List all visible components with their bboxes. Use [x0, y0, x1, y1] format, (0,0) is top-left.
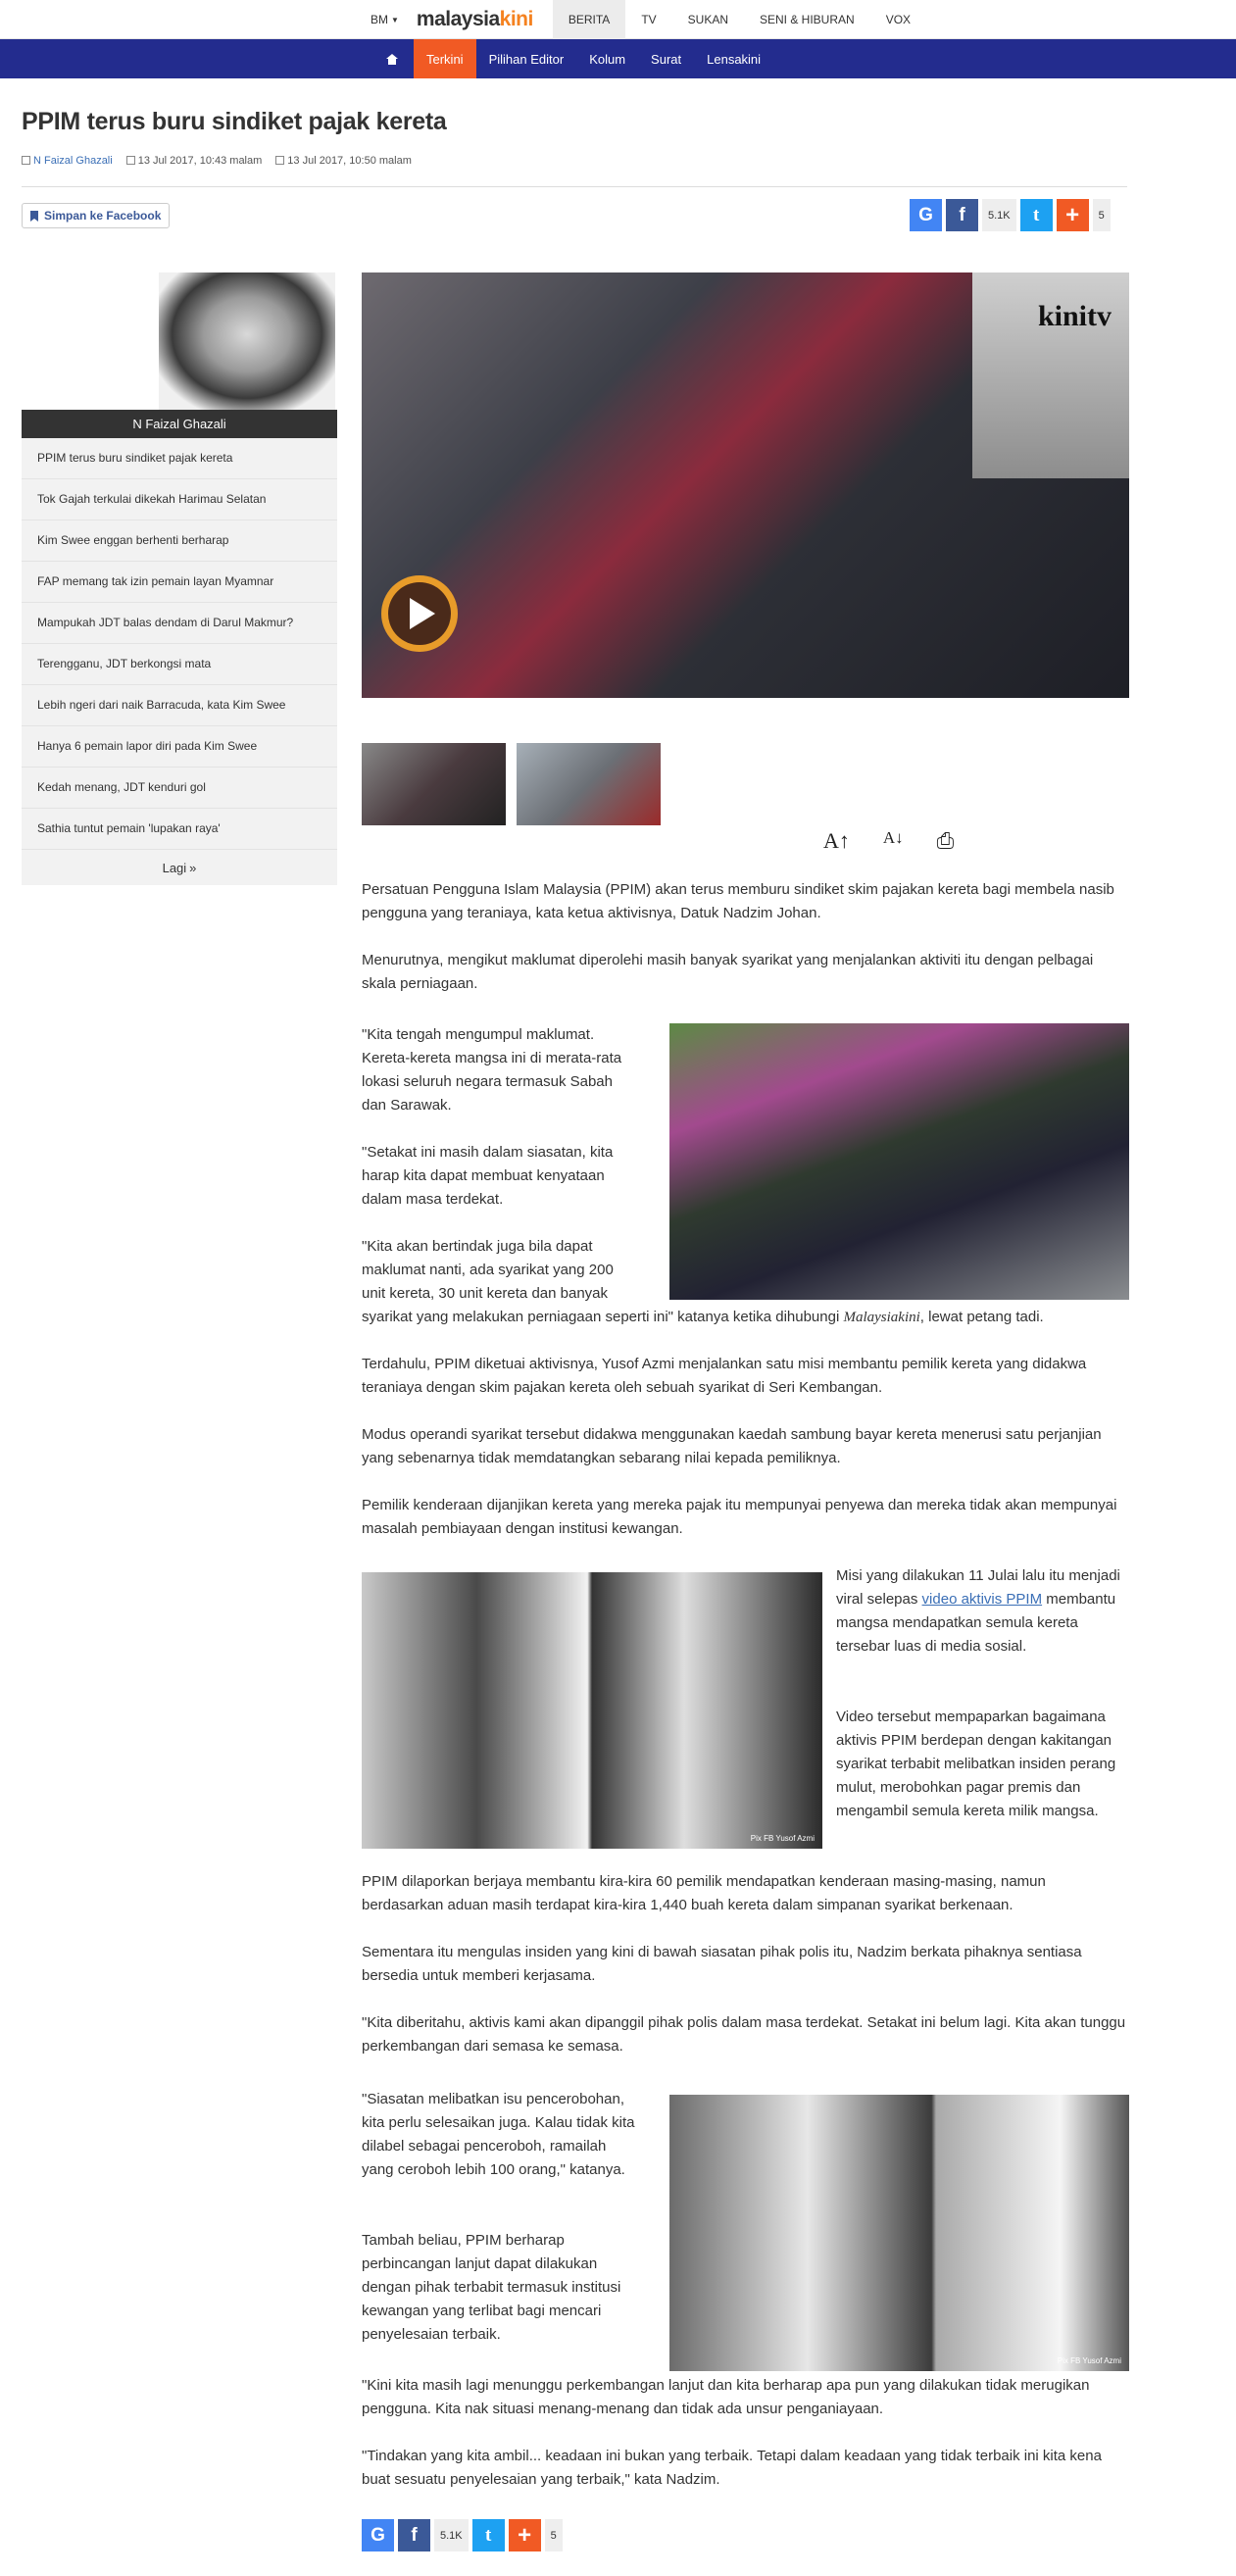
language-selector[interactable]	[371, 13, 399, 26]
more-share-count: 5	[545, 2519, 563, 2551]
article-title: PPIM terus buru sindiket pajak kereta	[22, 108, 447, 135]
video-link[interactable]: video aktivis PPIM	[921, 1591, 1043, 1608]
facebook-share-count: 5.1K	[434, 2519, 469, 2551]
section-nav	[0, 39, 1236, 78]
home-icon	[386, 54, 398, 65]
paragraph: "Kita akan bertindak juga bila dapat maklumat nanti, ada syarikat yang 200 unit kereta, 30 unit kereta dan banyak	[362, 1238, 614, 1302]
facebook-share-button[interactable]: f	[946, 199, 978, 231]
paragraph	[836, 1564, 1129, 1659]
home-link[interactable]	[371, 39, 414, 78]
paragraph-text: , lewat petang tadi.	[919, 1309, 1044, 1325]
article-image-carpark	[362, 1572, 822, 1849]
subnav-terkini[interactable]: Terkini	[414, 39, 476, 78]
article-video[interactable]	[362, 272, 1129, 698]
save-facebook-button[interactable]	[22, 203, 170, 228]
paragraph: "Setakat ini masih dalam siasatan, kita harap kita dapat membuat kenyataan dalam masa terdekat.	[362, 1144, 614, 1208]
more-share-button[interactable]: +	[509, 2519, 541, 2551]
paragraph: "Kita diberitahu, aktivis kami akan dipanggil pihak polis dalam masa terdekat. Setakat ini belum lagi. Kita akan tunggu perkembangan dari semasa ke semasa.	[362, 2014, 1126, 2055]
paragraph: Pemilik kenderaan dijanjikan kereta yang mereka pajak itu mempunyai penyewa dan mereka tidak akan mempunyai masalah pembiayaan dengan institusi kewangan.	[362, 1497, 1117, 1537]
paragraph: Tambah beliau, PPIM berharap perbincangan lanjut dapat dilakukan dengan pihak terbabit termasuk institusi kewangan yang terlibat bagi mencari penyelesaian terbaik.	[362, 2232, 621, 2343]
list-item[interactable]: Hanya 6 pemain lapor diri pada Kim Swee	[22, 726, 337, 768]
paragraph: Video tersebut mempaparkan bagaimana aktivis PPIM berdepan dengan kakitangan syarikat terbabit melibatkan insiden perang mulut, merobohkan pagar premis dan mengambil semula kereta milik mangsa.	[836, 1709, 1116, 1819]
list-item[interactable]: Sathia tuntut pemain 'lupakan raya'	[22, 809, 337, 850]
article-image-nadzim	[669, 1023, 1129, 1300]
twitter-share-button[interactable]: t	[1020, 199, 1053, 231]
paragraph: Terdahulu, PPIM diketuai aktivisnya, Yusof Azmi menjalankan satu misi membantu pemilik kereta yang didakwa teraniaya dengan skim pajakan kereta oleh sebuah syarikat di Seri Kembangan.	[362, 1356, 1087, 1396]
subnav-surat[interactable]: Surat	[651, 51, 682, 67]
paragraph: Persatuan Pengguna Islam Malaysia (PPIM) akan terus memburu sindiket skim pajakan kereta bagi membela nasib pengguna yang teraniaya, kata ketua aktivisnya, Datuk Nadzim Johan.	[362, 881, 1114, 921]
paragraph: "Tindakan yang kita ambil... keadaan ini bukan yang terbaik. Tetapi dalam keadaan yang tidak terbaik ini kita kena buat sesuatu penyelesaian yang terbaik," kata Nadzim.	[362, 2448, 1102, 2488]
list-item[interactable]: Terengganu, JDT berkongsi mata	[22, 644, 337, 685]
list-item[interactable]: PPIM terus buru sindiket pajak kereta	[22, 438, 337, 479]
author-portrait	[159, 272, 335, 410]
bookmark-icon	[30, 211, 38, 222]
paragraph-text: membantu mangsa mendapatkan semula kereta tersebar luas di media sosial.	[836, 1591, 1116, 1655]
updated-date: 13 Jul 2017, 10:50 malam	[287, 155, 412, 167]
main-nav	[553, 0, 926, 39]
decrease-font-icon[interactable]: A↓	[882, 828, 904, 847]
nav-tv[interactable]: TV	[641, 13, 657, 26]
logo-part-a: malaysia	[416, 8, 500, 30]
site-logo[interactable]	[417, 8, 533, 31]
facebook-share-count: 5.1K	[982, 199, 1016, 231]
list-item[interactable]: Lebih ngeri dari naik Barracuda, kata Kim Swee	[22, 685, 337, 726]
paragraph	[362, 1306, 1129, 1329]
paragraph-text: Misi yang dilakukan 11 Julai lalu itu menjadi viral selepas	[836, 1567, 1120, 1608]
list-item[interactable]: Kedah menang, JDT kenduri gol	[22, 768, 337, 809]
more-link[interactable]	[22, 850, 337, 885]
list-item[interactable]: Kim Swee enggan berhenti berharap	[22, 520, 337, 562]
facebook-share-button[interactable]: f	[398, 2519, 430, 2551]
edit-icon	[275, 156, 284, 165]
photo-credit: Pix FB Yusof Azmi	[750, 1834, 815, 1843]
paragraph: Sementara itu mengulas insiden yang kini di bawah siasatan pihak polis itu, Nadzim berkata pihaknya sentiasa bersedia untuk memberi kerjasama.	[362, 1944, 1082, 1984]
nav-berita[interactable]: BERITA	[553, 0, 625, 39]
more-label: Lagi	[162, 860, 187, 875]
language-label: BM	[371, 13, 388, 26]
increase-font-icon[interactable]: A↑	[823, 828, 850, 853]
paragraph: "Kini kita masih lagi menunggu perkembangan lanjut dan kita berharap apa pun yang dilakukan tidak merugikan pengguna. Kita nak situasi menang-menang dan tidak ada unsur penganiayaan.	[362, 2377, 1090, 2417]
google-share-button[interactable]: G	[910, 199, 942, 231]
play-icon	[410, 598, 435, 629]
photo-credit: Pix FB Yusof Azmi	[1057, 2356, 1121, 2365]
list-item[interactable]: FAP memang tak izin pemain layan Myamnar	[22, 562, 337, 603]
article-image-cars	[669, 2095, 1129, 2371]
list-item[interactable]: Tok Gajah terkulai dikekah Harimau Selatan	[22, 479, 337, 520]
double-chevron-right-icon: »	[189, 860, 197, 875]
author-sidebar	[22, 272, 337, 885]
subnav-kolum[interactable]: Kolum	[589, 51, 626, 67]
list-item[interactable]: Mampukah JDT balas dendam di Darul Makmur?	[22, 603, 337, 644]
nav-vox[interactable]: VOX	[885, 13, 912, 26]
calendar-icon	[126, 156, 135, 165]
paragraph: PPIM dilaporkan berjaya membantu kira-kira 60 pemilik mendapatkan kenderaan masing-masing, namun berdasarkan aduan masih terdapat kira-kira 1,440 buah kereta dalam simpanan syarikat berkenaan.	[362, 1873, 1046, 1913]
gallery-thumbnail-2[interactable]	[517, 743, 661, 825]
publication-name: Malaysiakini	[843, 1310, 920, 1325]
author-link[interactable]: N Faizal Ghazali	[33, 155, 113, 167]
caret-down-icon: ▼	[391, 15, 399, 25]
top-bar	[0, 0, 1236, 39]
paragraph: Menurutnya, mengikut maklumat diperolehi masih banyak syarikat yang menjalankan aktiviti itu dengan pelbagai skala perniagaan.	[362, 952, 1094, 992]
share-bar-bottom	[362, 2519, 563, 2551]
paragraph: "Kita tengah mengumpul maklumat. Kereta-kereta mangsa ini di merata-rata lokasi seluruh negara termasuk Sabah dan Sarawak.	[362, 1026, 622, 1114]
save-facebook-label: Simpan ke Facebook	[44, 209, 162, 223]
author-name: N Faizal Ghazali	[22, 410, 337, 438]
article-meta	[22, 155, 412, 167]
google-share-button[interactable]: G	[362, 2519, 394, 2551]
subnav-pilihan-editor[interactable]: Pilihan Editor	[488, 51, 565, 67]
paragraph: "Siasatan melibatkan isu pencerobohan, kita perlu selesaikan juga. Kalau tidak kita dilabel sebagai penceroboh, ramailah yang ceroboh lebih 100 orang," katanya.	[362, 2091, 635, 2178]
play-icon-bg	[388, 582, 451, 645]
nav-seni-hiburan[interactable]: SENI & HIBURAN	[760, 13, 855, 26]
paragraph: Modus operandi syarikat tersebut didakwa menggunakan kaedah sambung bayar kereta menerusi satu perjanjian yang sebenarnya tidak memdatangkan sebarang nilai kepada pemiliknya.	[362, 1426, 1102, 1466]
edit-icon	[22, 156, 30, 165]
author-photo	[22, 272, 337, 410]
more-share-button[interactable]: +	[1057, 199, 1089, 231]
published-date: 13 Jul 2017, 10:43 malam	[137, 155, 263, 167]
play-button[interactable]	[381, 575, 458, 652]
kinitv-logo: kinitv	[1037, 300, 1112, 332]
author-articles	[22, 438, 337, 850]
text-tools	[823, 828, 954, 854]
twitter-share-button[interactable]: t	[472, 2519, 505, 2551]
paragraph-text: syarikat yang melakukan perniagaan seperti ini" katanya ketika dihubungi	[362, 1309, 844, 1325]
print-icon[interactable]: ⎙	[936, 828, 955, 853]
logo-part-b: kini	[499, 8, 533, 30]
nav-sukan[interactable]: SUKAN	[687, 13, 728, 26]
subnav-lensakini[interactable]: Lensakini	[707, 51, 762, 67]
divider	[22, 186, 1127, 187]
more-share-count: 5	[1093, 199, 1111, 231]
share-bar-top	[910, 199, 1111, 231]
gallery-thumbnail-1[interactable]	[362, 743, 506, 825]
